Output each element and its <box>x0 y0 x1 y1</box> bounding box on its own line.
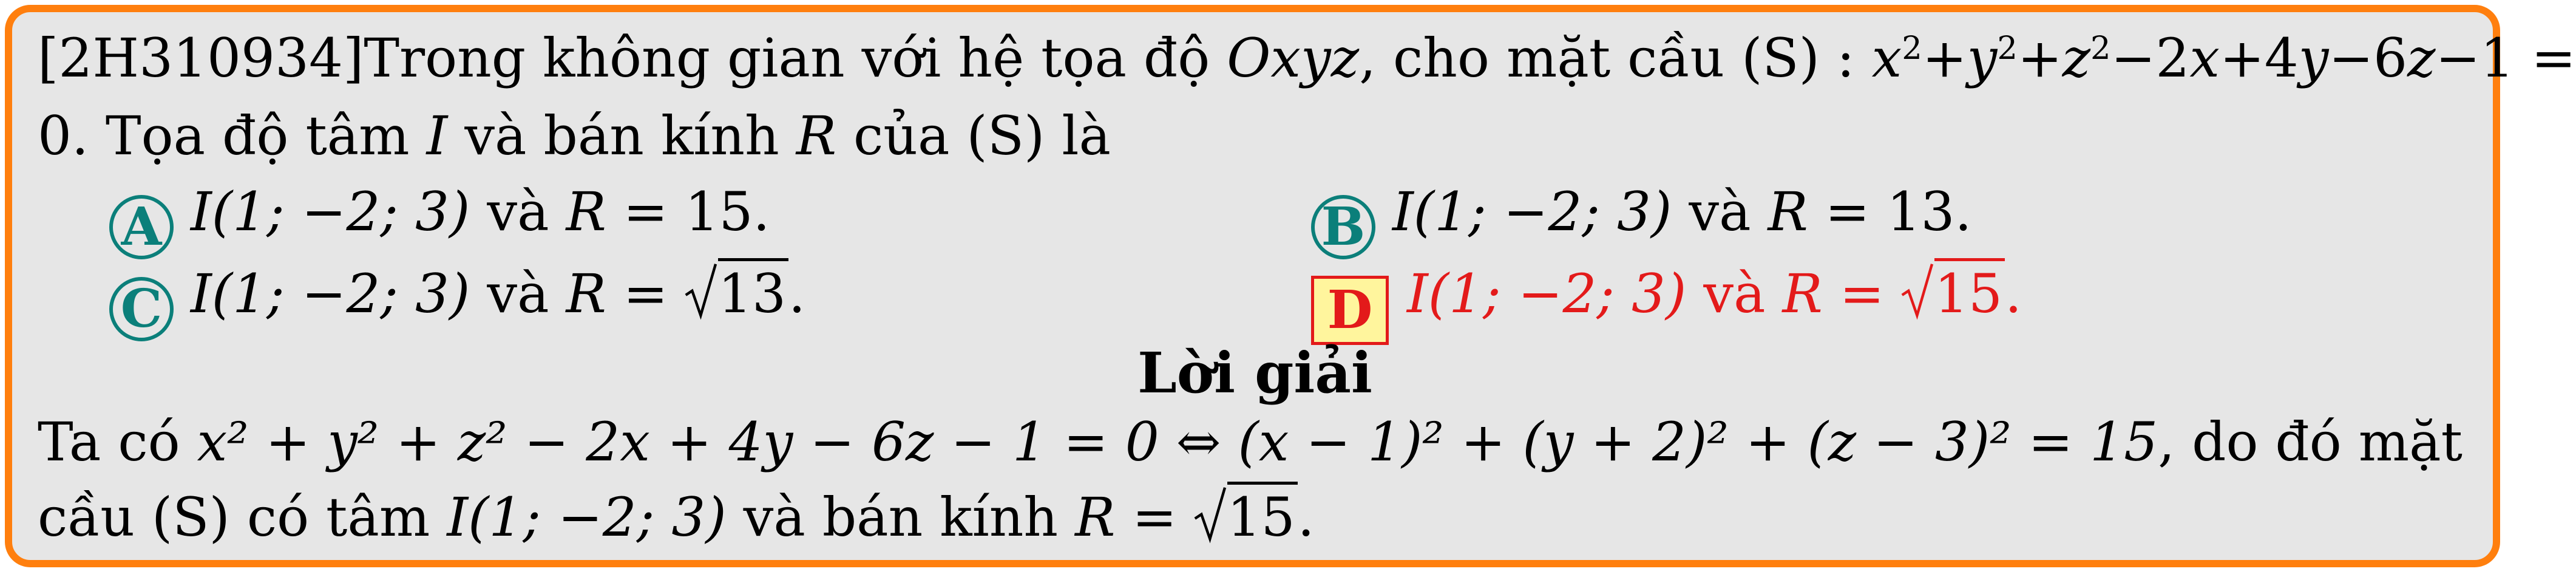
solution-line1-end: , do đó mặt <box>2158 411 2462 473</box>
option-a[interactable]: A I(1; −2; 3) và R = 15. <box>109 185 770 259</box>
solution-radius-text: và bán kính <box>743 486 1059 548</box>
question-ending: là <box>1062 104 1111 167</box>
option-d-radius-value: 15 <box>1934 258 2005 325</box>
option-c-badge[interactable]: C <box>109 277 174 341</box>
solution-radius-value: 15 <box>1227 482 1298 548</box>
solution-title: Lời giải <box>1137 340 1372 406</box>
radius-variable: R <box>796 104 837 167</box>
sphere-symbol-2: (S) <box>966 104 1045 167</box>
option-d-sqrt <box>1901 262 2005 325</box>
solution-intro: Ta có <box>38 411 180 473</box>
option-b-conj: và <box>1689 180 1751 243</box>
question-id: [2H310934] <box>38 27 364 89</box>
radical-sign-icon <box>1901 263 1934 318</box>
radical-sign-icon <box>685 263 718 318</box>
solution-center-text: có tâm <box>246 486 430 548</box>
option-b[interactable]: B I(1; −2; 3) và R = 13. <box>1311 185 1971 259</box>
option-a-radius-lhs: R = <box>566 180 668 243</box>
center-variable: I <box>426 104 448 167</box>
option-d-conj: và <box>1703 262 1766 325</box>
option-c-center: I(1; −2; 3) <box>191 262 470 325</box>
question-line2-prefix: 0. Tọa độ tâm <box>38 104 410 167</box>
option-a-conj: và <box>487 180 549 243</box>
radical-sign-icon <box>1194 487 1227 541</box>
question-intro: Trong không gian với hệ tọa độ <box>364 27 1210 89</box>
option-d-badge[interactable]: D <box>1311 276 1389 345</box>
solution-radius-lhs: R = <box>1075 486 1178 548</box>
option-b-radius-value: 13 <box>1886 180 1955 243</box>
solution-line2-end: . <box>1297 486 1315 548</box>
option-d[interactable]: D I(1; −2; 3) và R = 15. <box>1311 267 2022 345</box>
solution-line-1 <box>38 411 2462 473</box>
sphere-equation: : $x^2+y^2+z^2-2x+4y-6z-1$ = <box>1837 27 2576 89</box>
option-b-badge[interactable]: B <box>1311 195 1375 259</box>
option-a-radius-value: 15 <box>685 180 753 243</box>
solution-center: I(1; −2; 3) <box>447 486 727 548</box>
option-b-radius-lhs: R = <box>1768 180 1870 243</box>
option-c-sqrt <box>685 262 788 325</box>
solution-equation: x² + y² + z² − 2x + 4y − 6z − 1 = 0 ⇔ (x − 1)² + (y + 2)² + (z − 3)² = 15 <box>197 411 2158 473</box>
solution-line-2 <box>38 486 1315 548</box>
option-d-center: I(1; −2; 3) <box>1407 262 1687 325</box>
of-text: của <box>853 104 950 167</box>
solution-sphere: (S) <box>151 486 230 548</box>
and-radius-text: và bán kính <box>464 104 779 167</box>
option-d-radius-lhs: R = <box>1782 262 1885 325</box>
option-b-center: I(1; −2; 3) <box>1392 180 1672 243</box>
solution-line2-start: cầu <box>38 486 135 548</box>
option-a-badge[interactable]: A <box>109 195 174 259</box>
option-c-radius-value: 13 <box>718 258 788 325</box>
question-line-2 <box>38 104 1111 167</box>
option-a-center: I(1; −2; 3) <box>191 180 470 243</box>
option-c[interactable]: C I(1; −2; 3) và R = 13. <box>109 267 805 341</box>
question-line-1 <box>38 27 2576 89</box>
option-c-conj: và <box>487 262 549 325</box>
option-c-radius-lhs: R = <box>566 262 668 325</box>
solution-sqrt <box>1194 486 1298 548</box>
question-mid: , cho mặt cầu <box>1359 27 1725 89</box>
coordinate-system: Oxyz <box>1227 27 1360 89</box>
sphere-symbol: (S) <box>1741 27 1820 89</box>
